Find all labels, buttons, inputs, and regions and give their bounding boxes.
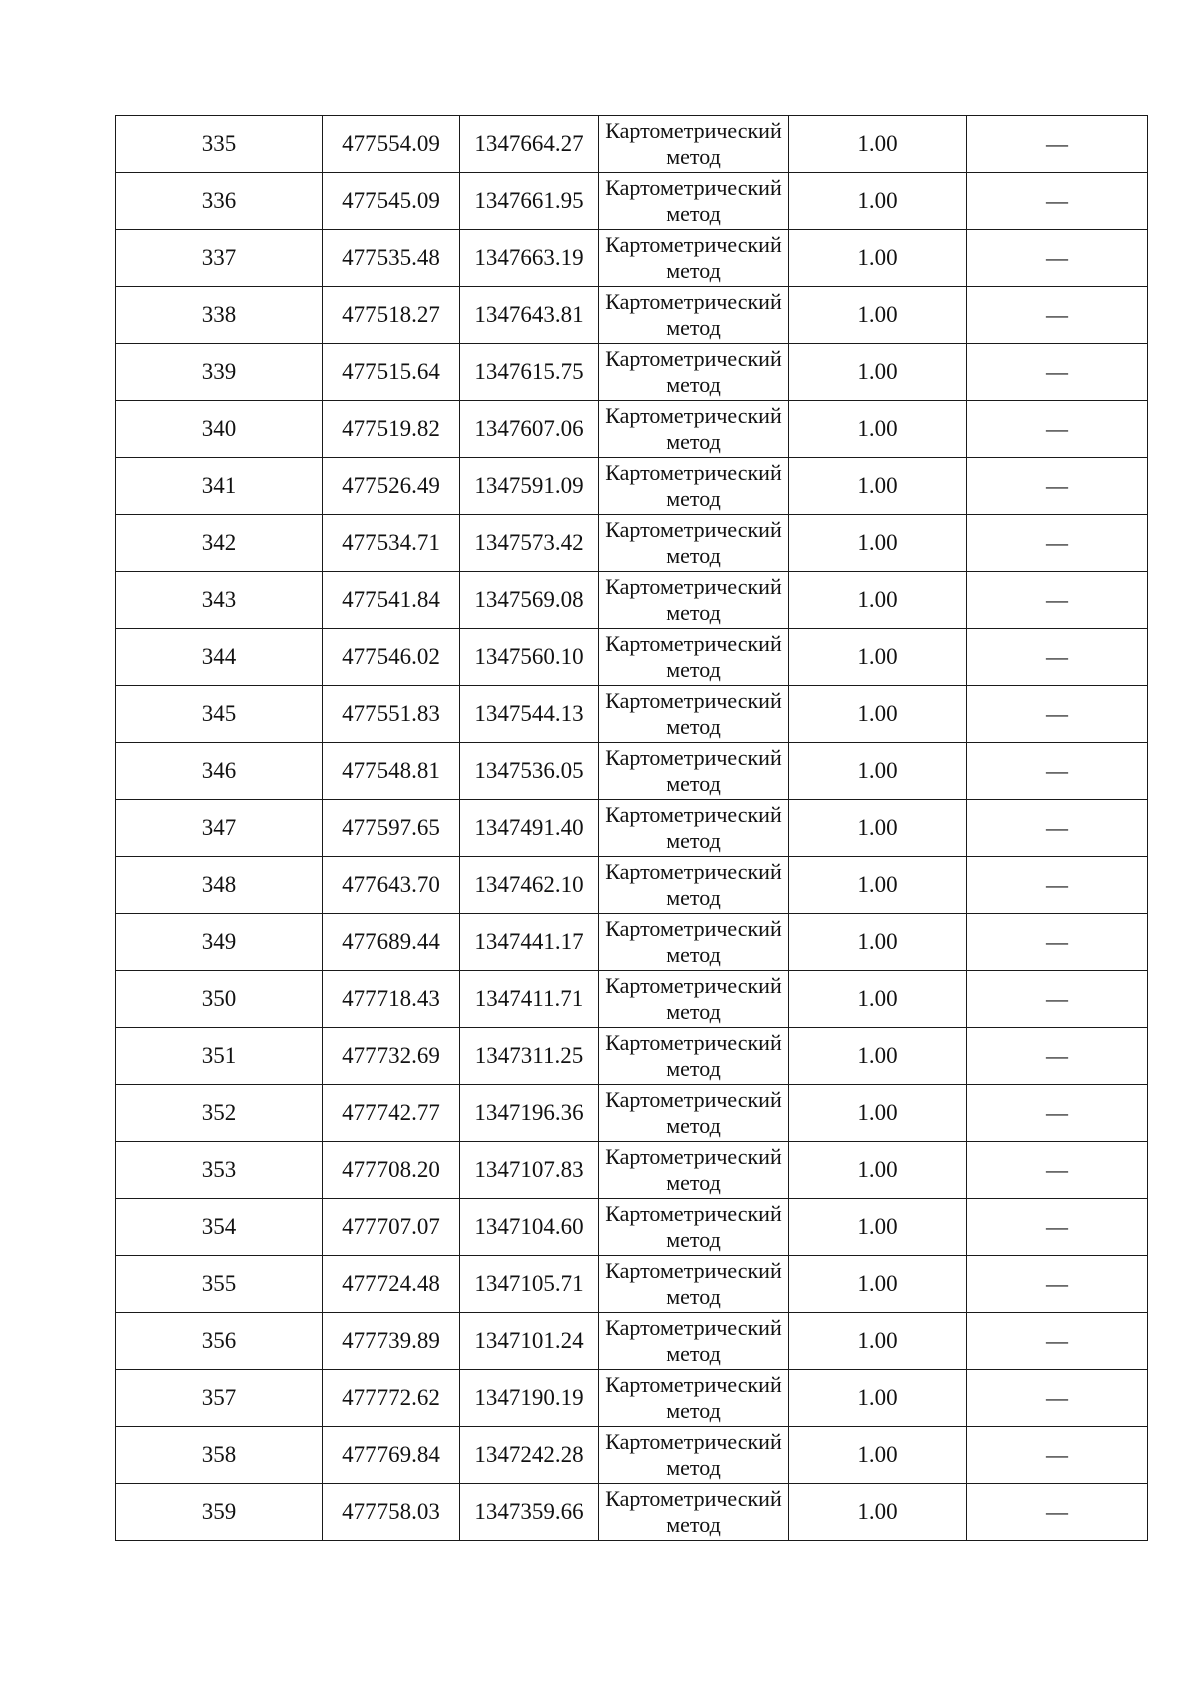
x-coordinate-cell: 477535.48 xyxy=(323,230,460,287)
note-cell: — xyxy=(967,1085,1148,1142)
x-coordinate-cell: 477708.20 xyxy=(323,1142,460,1199)
table-row xyxy=(116,914,1148,971)
method-cell: Картометрический метод xyxy=(599,1199,789,1256)
note-cell: — xyxy=(967,287,1148,344)
method-cell: Картометрический метод xyxy=(599,743,789,800)
method-cell: Картометрический метод xyxy=(599,1085,789,1142)
x-coordinate-cell: 477551.83 xyxy=(323,686,460,743)
table-row xyxy=(116,230,1148,287)
x-coordinate-cell: 477769.84 xyxy=(323,1427,460,1484)
method-cell: Картометрический метод xyxy=(599,287,789,344)
method-cell: Картометрический метод xyxy=(599,1484,789,1541)
accuracy-cell: 1.00 xyxy=(789,116,967,173)
x-coordinate-cell: 477689.44 xyxy=(323,914,460,971)
x-coordinate-cell: 477732.69 xyxy=(323,1028,460,1085)
y-coordinate-cell: 1347101.24 xyxy=(460,1313,599,1370)
note-cell: — xyxy=(967,230,1148,287)
note-cell: — xyxy=(967,173,1148,230)
y-coordinate-cell: 1347190.19 xyxy=(460,1370,599,1427)
accuracy-cell: 1.00 xyxy=(789,800,967,857)
method-cell: Картометрический метод xyxy=(599,1028,789,1085)
accuracy-cell: 1.00 xyxy=(789,1370,967,1427)
y-coordinate-cell: 1347107.83 xyxy=(460,1142,599,1199)
accuracy-cell: 1.00 xyxy=(789,914,967,971)
y-coordinate-cell: 1347661.95 xyxy=(460,173,599,230)
method-cell: Картометрический метод xyxy=(599,1142,789,1199)
point-number-cell: 336 xyxy=(116,173,323,230)
method-cell: Картометрический метод xyxy=(599,629,789,686)
accuracy-cell: 1.00 xyxy=(789,1256,967,1313)
table-row xyxy=(116,401,1148,458)
x-coordinate-cell: 477526.49 xyxy=(323,458,460,515)
note-cell: — xyxy=(967,629,1148,686)
y-coordinate-cell: 1347462.10 xyxy=(460,857,599,914)
accuracy-cell: 1.00 xyxy=(789,1085,967,1142)
y-coordinate-cell: 1347643.81 xyxy=(460,287,599,344)
y-coordinate-cell: 1347573.42 xyxy=(460,515,599,572)
method-cell: Картометрический метод xyxy=(599,344,789,401)
accuracy-cell: 1.00 xyxy=(789,458,967,515)
point-number-cell: 341 xyxy=(116,458,323,515)
method-cell: Картометрический метод xyxy=(599,572,789,629)
table-row xyxy=(116,287,1148,344)
point-number-cell: 354 xyxy=(116,1199,323,1256)
method-cell: Картометрический метод xyxy=(599,857,789,914)
note-cell: — xyxy=(967,344,1148,401)
accuracy-cell: 1.00 xyxy=(789,230,967,287)
point-number-cell: 347 xyxy=(116,800,323,857)
note-cell: — xyxy=(967,458,1148,515)
x-coordinate-cell: 477519.82 xyxy=(323,401,460,458)
point-number-cell: 355 xyxy=(116,1256,323,1313)
accuracy-cell: 1.00 xyxy=(789,173,967,230)
point-number-cell: 357 xyxy=(116,1370,323,1427)
point-number-cell: 352 xyxy=(116,1085,323,1142)
point-number-cell: 356 xyxy=(116,1313,323,1370)
accuracy-cell: 1.00 xyxy=(789,1199,967,1256)
table-row xyxy=(116,173,1148,230)
y-coordinate-cell: 1347359.66 xyxy=(460,1484,599,1541)
table-row xyxy=(116,629,1148,686)
method-cell: Картометрический метод xyxy=(599,116,789,173)
x-coordinate-cell: 477541.84 xyxy=(323,572,460,629)
table-row xyxy=(116,1313,1148,1370)
point-number-cell: 342 xyxy=(116,515,323,572)
y-coordinate-cell: 1347491.40 xyxy=(460,800,599,857)
x-coordinate-cell: 477643.70 xyxy=(323,857,460,914)
note-cell: — xyxy=(967,800,1148,857)
method-cell: Картометрический метод xyxy=(599,1370,789,1427)
table-row xyxy=(116,1256,1148,1313)
accuracy-cell: 1.00 xyxy=(789,1427,967,1484)
table-row xyxy=(116,515,1148,572)
accuracy-cell: 1.00 xyxy=(789,743,967,800)
note-cell: — xyxy=(967,1427,1148,1484)
x-coordinate-cell: 477515.64 xyxy=(323,344,460,401)
table-row xyxy=(116,857,1148,914)
x-coordinate-cell: 477545.09 xyxy=(323,173,460,230)
method-cell: Картометрический метод xyxy=(599,401,789,458)
accuracy-cell: 1.00 xyxy=(789,1484,967,1541)
y-coordinate-cell: 1347441.17 xyxy=(460,914,599,971)
table-row xyxy=(116,1427,1148,1484)
accuracy-cell: 1.00 xyxy=(789,287,967,344)
note-cell: — xyxy=(967,1199,1148,1256)
note-cell: — xyxy=(967,1484,1148,1541)
table-row xyxy=(116,458,1148,515)
x-coordinate-cell: 477758.03 xyxy=(323,1484,460,1541)
method-cell: Картометрический метод xyxy=(599,458,789,515)
x-coordinate-cell: 477739.89 xyxy=(323,1313,460,1370)
note-cell: — xyxy=(967,515,1148,572)
accuracy-cell: 1.00 xyxy=(789,1142,967,1199)
point-number-cell: 346 xyxy=(116,743,323,800)
note-cell: — xyxy=(967,1028,1148,1085)
y-coordinate-cell: 1347104.60 xyxy=(460,1199,599,1256)
x-coordinate-cell: 477597.65 xyxy=(323,800,460,857)
accuracy-cell: 1.00 xyxy=(789,515,967,572)
method-cell: Картометрический метод xyxy=(599,914,789,971)
coordinates-table xyxy=(115,115,1148,1541)
method-cell: Картометрический метод xyxy=(599,1427,789,1484)
note-cell: — xyxy=(967,857,1148,914)
point-number-cell: 345 xyxy=(116,686,323,743)
method-cell: Картометрический метод xyxy=(599,173,789,230)
point-number-cell: 358 xyxy=(116,1427,323,1484)
table-row xyxy=(116,971,1148,1028)
method-cell: Картометрический метод xyxy=(599,1313,789,1370)
table-row xyxy=(116,1484,1148,1541)
accuracy-cell: 1.00 xyxy=(789,686,967,743)
point-number-cell: 339 xyxy=(116,344,323,401)
table-row xyxy=(116,572,1148,629)
method-cell: Картометрический метод xyxy=(599,971,789,1028)
note-cell: — xyxy=(967,572,1148,629)
accuracy-cell: 1.00 xyxy=(789,1028,967,1085)
table-row xyxy=(116,743,1148,800)
note-cell: — xyxy=(967,914,1148,971)
y-coordinate-cell: 1347536.05 xyxy=(460,743,599,800)
accuracy-cell: 1.00 xyxy=(789,629,967,686)
y-coordinate-cell: 1347569.08 xyxy=(460,572,599,629)
y-coordinate-cell: 1347544.13 xyxy=(460,686,599,743)
note-cell: — xyxy=(967,1142,1148,1199)
accuracy-cell: 1.00 xyxy=(789,572,967,629)
method-cell: Картометрический метод xyxy=(599,515,789,572)
method-cell: Картометрический метод xyxy=(599,230,789,287)
x-coordinate-cell: 477724.48 xyxy=(323,1256,460,1313)
y-coordinate-cell: 1347196.36 xyxy=(460,1085,599,1142)
table-row xyxy=(116,686,1148,743)
x-coordinate-cell: 477554.09 xyxy=(323,116,460,173)
table-row xyxy=(116,116,1148,173)
point-number-cell: 349 xyxy=(116,914,323,971)
accuracy-cell: 1.00 xyxy=(789,857,967,914)
method-cell: Картометрический метод xyxy=(599,800,789,857)
point-number-cell: 359 xyxy=(116,1484,323,1541)
x-coordinate-cell: 477518.27 xyxy=(323,287,460,344)
point-number-cell: 335 xyxy=(116,116,323,173)
note-cell: — xyxy=(967,401,1148,458)
y-coordinate-cell: 1347105.71 xyxy=(460,1256,599,1313)
accuracy-cell: 1.00 xyxy=(789,1313,967,1370)
y-coordinate-cell: 1347311.25 xyxy=(460,1028,599,1085)
note-cell: — xyxy=(967,686,1148,743)
point-number-cell: 337 xyxy=(116,230,323,287)
point-number-cell: 344 xyxy=(116,629,323,686)
point-number-cell: 351 xyxy=(116,1028,323,1085)
accuracy-cell: 1.00 xyxy=(789,401,967,458)
accuracy-cell: 1.00 xyxy=(789,344,967,401)
x-coordinate-cell: 477742.77 xyxy=(323,1085,460,1142)
table-row xyxy=(116,1370,1148,1427)
note-cell: — xyxy=(967,1370,1148,1427)
table-row xyxy=(116,1199,1148,1256)
x-coordinate-cell: 477707.07 xyxy=(323,1199,460,1256)
table-row xyxy=(116,1142,1148,1199)
note-cell: — xyxy=(967,1313,1148,1370)
x-coordinate-cell: 477548.81 xyxy=(323,743,460,800)
y-coordinate-cell: 1347591.09 xyxy=(460,458,599,515)
note-cell: — xyxy=(967,116,1148,173)
y-coordinate-cell: 1347560.10 xyxy=(460,629,599,686)
point-number-cell: 348 xyxy=(116,857,323,914)
note-cell: — xyxy=(967,1256,1148,1313)
note-cell: — xyxy=(967,971,1148,1028)
y-coordinate-cell: 1347615.75 xyxy=(460,344,599,401)
coordinates-table-body xyxy=(116,116,1148,1541)
table-row xyxy=(116,800,1148,857)
y-coordinate-cell: 1347411.71 xyxy=(460,971,599,1028)
x-coordinate-cell: 477718.43 xyxy=(323,971,460,1028)
point-number-cell: 353 xyxy=(116,1142,323,1199)
y-coordinate-cell: 1347664.27 xyxy=(460,116,599,173)
x-coordinate-cell: 477772.62 xyxy=(323,1370,460,1427)
point-number-cell: 340 xyxy=(116,401,323,458)
table-row xyxy=(116,1028,1148,1085)
method-cell: Картометрический метод xyxy=(599,686,789,743)
x-coordinate-cell: 477534.71 xyxy=(323,515,460,572)
note-cell: — xyxy=(967,743,1148,800)
table-row xyxy=(116,344,1148,401)
accuracy-cell: 1.00 xyxy=(789,971,967,1028)
x-coordinate-cell: 477546.02 xyxy=(323,629,460,686)
y-coordinate-cell: 1347663.19 xyxy=(460,230,599,287)
y-coordinate-cell: 1347607.06 xyxy=(460,401,599,458)
table-row xyxy=(116,1085,1148,1142)
method-cell: Картометрический метод xyxy=(599,1256,789,1313)
point-number-cell: 350 xyxy=(116,971,323,1028)
point-number-cell: 343 xyxy=(116,572,323,629)
y-coordinate-cell: 1347242.28 xyxy=(460,1427,599,1484)
point-number-cell: 338 xyxy=(116,287,323,344)
